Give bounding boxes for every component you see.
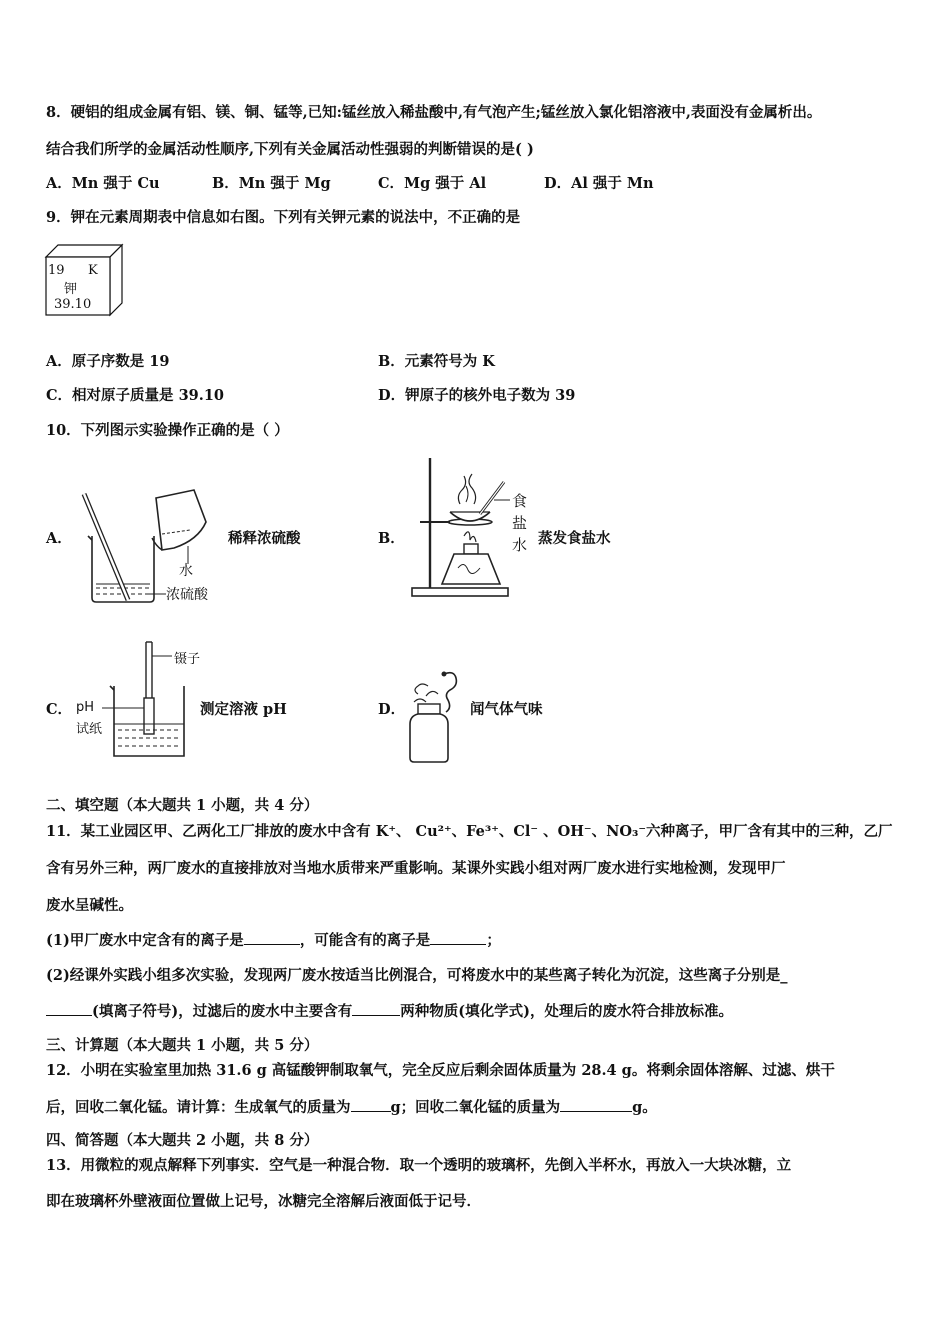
label-water: 水 [179, 563, 193, 579]
q10-option-d-letter[interactable]: D． [378, 701, 406, 718]
q11-sub2-line2: (填离子符号)，过滤后的废水中主要含有 两种物质(填化学式)，处理后的废水符合排放标准。 [46, 1001, 733, 1022]
q10-option-a-letter[interactable]: A． [46, 530, 72, 547]
smell-gas-figure [404, 668, 470, 764]
q10-option-b-letter[interactable]: B． [378, 530, 405, 547]
q10-stem: 10．下列图示实验操作正确的是（ ） [46, 422, 289, 439]
q11-blank-3[interactable] [46, 1001, 92, 1016]
q12-line1: 12．小明在实验室里加热 31.6 g 高锰酸钾制取氧气，完全反应后剩余固体质量为 28.4 g。将剩余固体溶解、过滤、烘干 [46, 1062, 835, 1079]
q10-option-b-caption: 蒸发食盐水 [538, 530, 611, 547]
label-tweezers: 镊子 [174, 652, 201, 667]
potassium-element-card [44, 243, 124, 317]
q10-option-a-caption: 稀释浓硫酸 [228, 530, 301, 547]
q8-option-a[interactable]: A．Mn 强于 Cu [46, 175, 160, 192]
section4-title: 四、简答题（本大题共 2 小题，共 8 分） [46, 1132, 319, 1149]
q13-line1: 13．用微粒的观点解释下列事实．空气是一种混合物．取一个透明的玻璃杯，先倒入半杯水，再放入一大块冰糖，立 [46, 1157, 792, 1174]
element-symbol: K [88, 263, 98, 278]
label-concentrated-acid: 浓硫酸 [166, 587, 208, 603]
evaporation-figure [408, 456, 538, 600]
q10-option-c-letter[interactable]: C． [46, 701, 73, 718]
section3-title: 三、计算题（本大题共 1 小题，共 5 分） [46, 1037, 319, 1054]
q11-line2: 含有另外三种，两厂废水的直接排放对当地水质带来严重影响。某课外实践小组对两厂废水进行实地检测，发现甲厂 [46, 860, 786, 877]
q11-blank-2[interactable] [430, 930, 486, 945]
q10-option-d-caption: 闻气体气味 [470, 701, 543, 718]
q12-blank-2[interactable] [560, 1097, 632, 1112]
q11-line3: 废水呈碱性。 [46, 897, 133, 914]
q9-option-d[interactable]: D．钾原子的核外电子数为 39 [378, 387, 576, 404]
q10-option-c-caption: 测定溶液 pH [200, 701, 287, 718]
label-test-paper: 试纸 [76, 722, 103, 737]
q9-stem: 9．钾在元素周期表中信息如右图。下列有关钾元素的说法中，不正确的是 [46, 209, 521, 226]
element-mass: 39.10 [54, 297, 92, 312]
q8-line1: 8．硬铝的组成金属有铝、镁、铜、锰等,已知:锰丝放入稀盐酸中,有气泡产生;锰丝放入氯化铝溶液中,表面没有金属析出。 [46, 104, 822, 121]
q11-blank-1[interactable] [244, 930, 300, 945]
section2-title: 二、填空题（本大题共 1 小题，共 4 分） [46, 797, 319, 814]
q12-blank-1[interactable] [351, 1097, 391, 1112]
q11-sub2-line1: (2)经课外实践小组多次实验，发现两厂废水按适当比例混合，可将废水中的某些离子转化为沉淀，这些离子分别是_ [46, 967, 788, 984]
label-salt-water-1: 食 [512, 492, 528, 510]
label-ph: pH [76, 700, 95, 715]
q11-blank-4[interactable] [352, 1001, 400, 1016]
q12-line2: 后，回收二氧化锰。请计算：生成氧气的质量为 g；回收二氧化锰的质量为 g。 [46, 1099, 657, 1116]
q13-line2: 即在玻璃杯外壁液面位置做上记号，冰糖完全溶解后液面低于记号． [46, 1193, 481, 1210]
ph-test-figure [74, 638, 204, 762]
q11-sub1: (1)甲厂废水中定含有的离子是 ，可能含有的离子是 ； [46, 932, 501, 949]
label-salt-water-3: 水 [512, 536, 528, 554]
q9-option-a[interactable]: A．原子序数是 19 [46, 353, 170, 370]
q8-option-b[interactable]: B．Mn 强于 Mg [212, 175, 331, 192]
element-name: 钾 [64, 282, 78, 297]
q11-line1: 11．某工业园区甲、乙两化工厂排放的废水中含有 K⁺、 Cu²⁺、Fe³⁺、Cl⁻ 、OH⁻、NO₃⁻六种离子，甲厂含有其中的三种，乙厂 [46, 823, 893, 840]
element-atomic-number: 19 [48, 263, 65, 278]
dilute-acid-figure [78, 488, 228, 610]
q8-option-d[interactable]: D．Al 强于 Mn [544, 175, 654, 192]
q9-option-b[interactable]: B．元素符号为 K [378, 353, 495, 370]
label-salt-water-2: 盐 [512, 514, 528, 532]
q8-option-c[interactable]: C．Mg 强于 Al [378, 175, 487, 192]
q8-line2: 结合我们所学的金属活动性顺序,下列有关金属活动性强弱的判断错误的是( ) [46, 141, 534, 158]
q9-option-c[interactable]: C．相对原子质量是 39.10 [46, 387, 224, 404]
